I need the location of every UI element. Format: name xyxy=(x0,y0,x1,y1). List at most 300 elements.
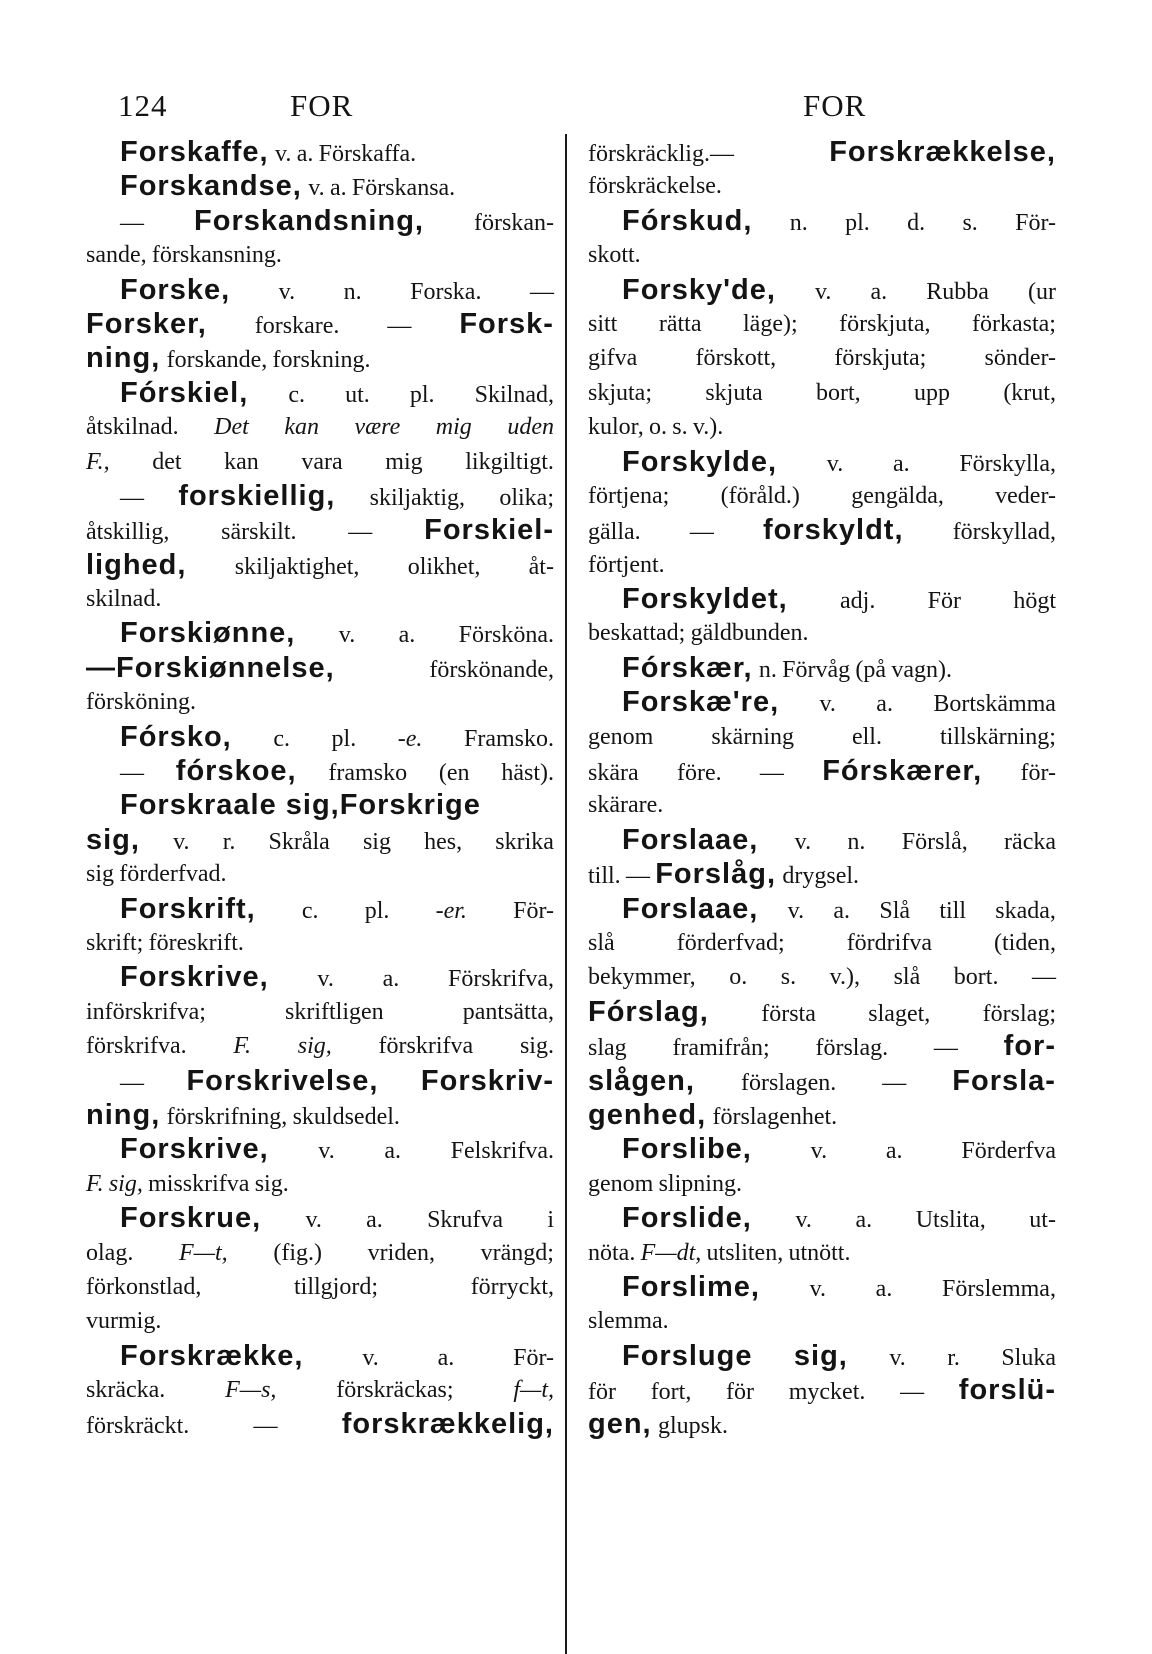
text-run: genom xyxy=(588,723,654,750)
text-run: Förskrifva, xyxy=(448,966,554,993)
text-run: v. xyxy=(826,450,844,477)
headword: Forslåg, xyxy=(655,858,777,891)
text-run: Förslemma, xyxy=(941,1275,1056,1302)
text-run: Förskansa. xyxy=(351,175,456,202)
text-line xyxy=(86,376,554,410)
text-run: v. xyxy=(305,1207,322,1234)
headword: Forskrive, xyxy=(120,1133,269,1166)
text-run: v.), xyxy=(829,964,861,991)
text-line xyxy=(588,926,1056,960)
text-run: kulor, xyxy=(588,414,644,441)
text-run: sande, xyxy=(86,242,147,269)
text-line xyxy=(86,788,554,822)
text-line xyxy=(588,376,1056,410)
text-run: sitt xyxy=(588,310,618,337)
text-run: föreskrift. xyxy=(148,929,244,956)
text-run: pl. xyxy=(331,725,357,752)
text-run: förskrifva xyxy=(378,1033,474,1060)
text-run: förryckt, xyxy=(470,1273,554,1300)
text-run: v. xyxy=(809,1275,827,1302)
text-run: hes, xyxy=(424,828,463,855)
text-line xyxy=(588,1029,1056,1063)
text-run: bort. xyxy=(953,964,999,991)
headword: Fórskær, xyxy=(622,651,753,684)
text-run: vara xyxy=(301,448,343,475)
text-line xyxy=(588,1201,1056,1235)
text-run: Framsko. xyxy=(463,725,554,752)
left-guide-word: FOR xyxy=(290,88,354,123)
text-run: skärare. xyxy=(588,792,664,819)
text-run: förslagen. xyxy=(740,1069,837,1096)
text-line xyxy=(86,960,554,994)
text-run: olikhet, xyxy=(407,553,481,580)
text-run: v. xyxy=(338,622,356,649)
text-run: (tiden, xyxy=(994,929,1056,956)
headword: Forskandse, xyxy=(120,170,302,203)
text-run: sig. xyxy=(254,1170,289,1197)
text-run: likgiltigt. xyxy=(465,448,554,475)
right-guide-word: FOR xyxy=(803,88,867,123)
text-run: För xyxy=(927,588,962,615)
headword: Forsky'de, xyxy=(622,273,776,306)
headword: gen, xyxy=(588,1408,652,1441)
text-run: gifva xyxy=(588,345,638,372)
text-line xyxy=(86,1201,554,1235)
text-run: förskjuta, xyxy=(839,310,931,337)
text-line xyxy=(588,995,1056,1029)
text-run: förskjuta; xyxy=(834,345,927,372)
headword: Forskiønne, xyxy=(120,617,296,650)
headword: Forskæ're, xyxy=(622,686,780,719)
text-run: a. xyxy=(329,175,347,202)
text-run: förskrifning, xyxy=(166,1103,288,1130)
text-run: skiljaktig, xyxy=(369,484,466,511)
italic-text: f—t, xyxy=(513,1377,554,1404)
text-run: sig xyxy=(362,828,391,855)
text-run: a. xyxy=(437,1344,455,1371)
italic-text: mig xyxy=(435,414,472,441)
text-run: ut. xyxy=(345,381,370,408)
text-run: — xyxy=(120,1069,144,1096)
text-run: adj. xyxy=(840,588,876,615)
italic-text: -e. xyxy=(397,725,423,752)
text-line xyxy=(588,1373,1056,1407)
text-run: v. xyxy=(274,141,292,167)
text-line xyxy=(86,1407,554,1441)
text-run: mycket. xyxy=(788,1379,866,1406)
text-run: före. xyxy=(676,760,722,787)
text-line xyxy=(588,788,1056,822)
headword: Forskraale sig,Forskrige xyxy=(120,789,481,822)
text-run: olag. xyxy=(86,1239,134,1266)
text-run: i xyxy=(547,1207,554,1234)
text-line xyxy=(86,204,554,238)
text-line xyxy=(588,445,1056,479)
text-run: olika; xyxy=(499,484,554,511)
text-line xyxy=(86,1373,554,1407)
headword: ning, xyxy=(86,342,161,375)
text-run: v. xyxy=(318,1138,335,1165)
text-line xyxy=(588,479,1056,513)
text-run: För- xyxy=(513,1344,554,1371)
text-run: a. xyxy=(366,1207,383,1234)
headword: Forslide, xyxy=(622,1202,752,1235)
text-run: — xyxy=(120,484,144,511)
text-line xyxy=(588,169,1056,203)
text-line xyxy=(588,513,1056,547)
text-run: o. xyxy=(729,964,748,991)
text-run: slaget, xyxy=(868,1000,931,1027)
text-run: för- xyxy=(1020,760,1056,787)
text-run: c. xyxy=(301,897,319,924)
text-run: kan xyxy=(224,448,259,475)
text-run: a. xyxy=(398,622,416,649)
headword: Forskrue, xyxy=(120,1202,262,1235)
text-line xyxy=(86,1304,554,1338)
text-line xyxy=(86,1098,554,1132)
text-run: förskräckt. xyxy=(86,1413,190,1440)
text-run: förskräckas; xyxy=(336,1377,454,1404)
text-run: förskyllad, xyxy=(952,519,1056,546)
text-run: — xyxy=(529,278,554,305)
italic-text: F. xyxy=(233,1033,251,1060)
text-run: Utslita, xyxy=(915,1207,986,1234)
text-line xyxy=(588,135,1056,169)
column-divider xyxy=(565,134,567,1654)
text-run: drygsel. xyxy=(782,863,860,890)
text-line xyxy=(86,857,554,891)
text-run: utsliten, xyxy=(706,1239,784,1266)
text-run: c. xyxy=(288,381,306,408)
text-run: förslagenhet. xyxy=(712,1103,838,1130)
text-line xyxy=(86,823,554,857)
italic-text: F. xyxy=(86,1170,104,1197)
text-run: gäldbunden. xyxy=(690,620,809,647)
text-run: För- xyxy=(1015,209,1056,236)
text-run: fördrifva xyxy=(846,929,932,956)
text-run: skuldsedel. xyxy=(292,1103,400,1130)
text-run: förslag. xyxy=(815,1035,889,1062)
text-run: n. xyxy=(847,828,866,855)
text-run: (på xyxy=(855,656,887,683)
headword: slågen, xyxy=(588,1064,695,1097)
text-line xyxy=(588,1407,1056,1441)
text-line xyxy=(588,1132,1056,1166)
text-run: särskilt. xyxy=(221,519,297,546)
text-run: pl. xyxy=(845,209,870,236)
text-run: s. xyxy=(780,964,797,991)
text-run: Slå xyxy=(879,897,911,924)
italic-text: F—dt, xyxy=(640,1239,702,1266)
headword: Forsker, xyxy=(86,307,207,340)
text-run: förskansning. xyxy=(151,242,282,269)
text-line xyxy=(86,341,554,375)
text-line xyxy=(86,169,554,203)
text-run: v. xyxy=(814,278,832,305)
text-run: a. xyxy=(833,897,851,924)
text-run: (fig.) xyxy=(273,1239,322,1266)
text-run: gälla. xyxy=(588,519,641,546)
text-run: förskott, xyxy=(695,345,777,372)
text-run: pl. xyxy=(364,897,390,924)
text-run: Förskylla, xyxy=(959,450,1056,477)
text-run: vurmig. xyxy=(86,1308,162,1335)
text-line xyxy=(588,754,1056,788)
headword: fórskoe, xyxy=(175,755,297,788)
text-run: Sluka xyxy=(1001,1344,1056,1371)
text-run: forskning. xyxy=(272,347,371,374)
text-run: skriftligen xyxy=(285,998,384,1025)
headword: Forslime, xyxy=(622,1270,760,1303)
text-run: för xyxy=(726,1379,755,1406)
headword: for- xyxy=(1003,1030,1056,1063)
text-run: förskönande, xyxy=(429,656,554,683)
text-line xyxy=(588,616,1056,650)
headword: —Forskiønnelse, xyxy=(86,651,335,684)
text-run: v. xyxy=(795,1207,812,1234)
text-run: räcka xyxy=(1004,828,1056,855)
text-run: — xyxy=(120,760,144,787)
text-run: a. xyxy=(876,691,893,718)
text-run: — xyxy=(348,519,373,546)
text-line xyxy=(86,720,554,754)
text-run: Rubba xyxy=(926,278,989,305)
headword: Forslaae, xyxy=(622,823,759,856)
text-run: Forska. xyxy=(410,278,482,305)
text-line xyxy=(588,1236,1056,1270)
text-run: s. xyxy=(672,414,688,441)
text-line xyxy=(86,1132,554,1166)
text-line xyxy=(588,548,1056,582)
text-run: skrift; xyxy=(86,929,144,956)
text-run: — xyxy=(1031,964,1056,991)
text-run: Skrufva xyxy=(427,1207,504,1234)
italic-text: F—t, xyxy=(179,1239,228,1266)
text-run: Förvåg xyxy=(782,656,851,683)
text-run: r. xyxy=(947,1344,960,1371)
headword: Forsla- xyxy=(952,1064,1056,1097)
italic-text: uden xyxy=(507,414,554,441)
headword: Forskriv- xyxy=(420,1064,554,1097)
headword: forskiellig, xyxy=(178,479,336,512)
text-run: sig. xyxy=(519,1033,554,1060)
text-run: n. xyxy=(758,656,777,683)
text-line xyxy=(86,445,554,479)
text-line xyxy=(588,685,1056,719)
page-number: 124 xyxy=(118,88,168,123)
text-line xyxy=(86,651,554,685)
headword: Forslibe, xyxy=(622,1133,752,1166)
headword: Forskrift, xyxy=(120,892,256,925)
text-run: slipning. xyxy=(658,1170,742,1197)
text-run: v.). xyxy=(692,414,724,441)
italic-text: være xyxy=(354,414,401,441)
text-run: Förderfva xyxy=(961,1138,1056,1165)
text-run: veder- xyxy=(995,482,1056,509)
text-line xyxy=(588,960,1056,994)
text-line xyxy=(588,204,1056,238)
text-run: framifrån; xyxy=(672,1035,770,1062)
headword: forskyldt, xyxy=(762,514,904,547)
text-line xyxy=(588,1064,1056,1098)
text-line xyxy=(86,685,554,719)
text-run: skiljaktighet, xyxy=(234,553,360,580)
text-run: slå xyxy=(588,929,615,956)
text-line xyxy=(588,651,1056,685)
text-run: — xyxy=(882,1069,907,1096)
text-run: a. xyxy=(384,1138,402,1165)
text-line xyxy=(86,892,554,926)
text-run: — xyxy=(120,209,144,236)
text-line xyxy=(86,1270,554,1304)
headword: sig, xyxy=(86,823,140,856)
text-line xyxy=(86,135,554,169)
text-line xyxy=(86,1167,554,1201)
italic-text: F—s, xyxy=(225,1377,277,1404)
text-run: c. xyxy=(273,725,290,752)
text-run: tillgjord; xyxy=(294,1273,378,1300)
text-line xyxy=(86,548,554,582)
text-run: a. xyxy=(870,278,888,305)
text-line xyxy=(86,479,554,513)
text-run: (en xyxy=(438,760,470,787)
text-run: forskande, xyxy=(166,347,268,374)
text-line xyxy=(588,823,1056,857)
text-run: slå xyxy=(893,964,921,991)
text-run: Skilnad, xyxy=(474,381,554,408)
text-line xyxy=(588,720,1056,754)
text-line xyxy=(86,1064,554,1098)
text-run: förtjena; xyxy=(588,482,670,509)
text-run: upp xyxy=(913,379,950,406)
text-run: förkonstlad, xyxy=(86,1273,202,1300)
text-run: v. xyxy=(173,828,190,855)
text-run: — xyxy=(689,519,714,546)
text-run: åtskilnad. xyxy=(86,414,179,441)
text-line xyxy=(86,926,554,960)
headword: Forskrækkelse, xyxy=(829,136,1056,168)
text-run: Försköna. xyxy=(458,622,554,649)
text-line xyxy=(588,1339,1056,1373)
text-run: a. xyxy=(382,966,400,993)
text-run: — xyxy=(253,1413,278,1440)
text-run: förslag; xyxy=(982,1000,1056,1027)
text-line xyxy=(86,410,554,444)
text-run: nöta. xyxy=(588,1239,636,1266)
text-run: slemma. xyxy=(588,1308,669,1335)
text-run: a. xyxy=(855,1207,873,1234)
headword: genhed, xyxy=(588,1098,707,1131)
text-run: misskrifva xyxy=(148,1170,250,1197)
text-run: tillskärning; xyxy=(939,723,1056,750)
text-run: vrängd; xyxy=(480,1239,554,1266)
headword: forskrækkelig, xyxy=(341,1408,554,1441)
text-run: utnött. xyxy=(788,1239,851,1266)
text-run: det xyxy=(152,448,182,475)
text-run: — xyxy=(900,1379,925,1406)
text-run: vriden, xyxy=(367,1239,435,1266)
headword: Fórskærer, xyxy=(822,755,983,788)
italic-text: Det xyxy=(214,414,249,441)
text-line xyxy=(588,410,1056,444)
headword: forslü- xyxy=(958,1374,1056,1407)
text-run: pantsätta, xyxy=(462,998,554,1025)
headword: Forskaffe, xyxy=(120,136,269,168)
text-line xyxy=(86,1029,554,1063)
text-run: första xyxy=(761,1000,816,1027)
text-run: skada, xyxy=(995,897,1056,924)
headword: Forskandsning, xyxy=(194,204,424,237)
text-run: skjuta xyxy=(705,379,763,406)
text-line xyxy=(588,1304,1056,1338)
italic-text: sig, xyxy=(108,1170,143,1197)
headword: sig, xyxy=(793,1339,848,1372)
text-run: sig xyxy=(86,861,115,888)
headword: Forskylde, xyxy=(622,445,778,478)
text-run: v. xyxy=(889,1344,906,1371)
text-run: Bortskämma xyxy=(933,691,1056,718)
text-run: införskrifva; xyxy=(86,998,206,1025)
text-line xyxy=(588,307,1056,341)
text-run: v. xyxy=(787,897,805,924)
text-line xyxy=(86,1339,554,1373)
text-run: gengälda, xyxy=(851,482,944,509)
text-run: a. xyxy=(296,141,314,167)
text-run: För- xyxy=(513,897,554,924)
text-run: v. xyxy=(794,828,812,855)
text-run: — xyxy=(933,1035,958,1062)
text-line xyxy=(588,1098,1056,1132)
text-run: n. xyxy=(789,209,808,236)
headword: Forskrivelse, xyxy=(186,1064,379,1097)
text-line xyxy=(86,754,554,788)
text-run: förskräckelse. xyxy=(588,173,722,200)
text-run: a. xyxy=(892,450,910,477)
headword: Fórsko, xyxy=(120,720,232,753)
text-line xyxy=(86,238,554,272)
text-run: till. xyxy=(588,863,621,890)
text-run: — xyxy=(759,760,784,787)
headword: Fórskiel, xyxy=(120,376,249,409)
headword: Forskrække, xyxy=(120,1339,304,1372)
text-run: läge); xyxy=(743,310,798,337)
right-column xyxy=(588,135,1056,1442)
headword: lighed, xyxy=(86,548,187,581)
headword: ning, xyxy=(86,1098,161,1131)
headword: Forskiel- xyxy=(424,514,554,547)
text-run: v. xyxy=(819,691,836,718)
text-run: åtskillig, xyxy=(86,519,170,546)
text-run: v. xyxy=(810,1138,828,1165)
text-run: Skråla xyxy=(268,828,330,855)
headword: Forskyldet, xyxy=(622,583,788,616)
text-run: (ur xyxy=(1028,278,1056,305)
text-run: v. xyxy=(317,966,334,993)
text-line xyxy=(86,1236,554,1270)
text-run: Felskrifva. xyxy=(450,1138,554,1165)
text-run: a. xyxy=(885,1138,903,1165)
text-line xyxy=(86,582,554,616)
italic-text: -er. xyxy=(435,897,467,924)
text-run: Förslå, xyxy=(901,828,968,855)
text-line xyxy=(588,582,1056,616)
text-line xyxy=(588,238,1056,272)
text-run: förkasta; xyxy=(972,310,1056,337)
text-run: till xyxy=(939,897,966,924)
left-column xyxy=(86,135,554,1442)
text-run: högt xyxy=(1013,588,1056,615)
text-run: förderfvad; xyxy=(676,929,785,956)
